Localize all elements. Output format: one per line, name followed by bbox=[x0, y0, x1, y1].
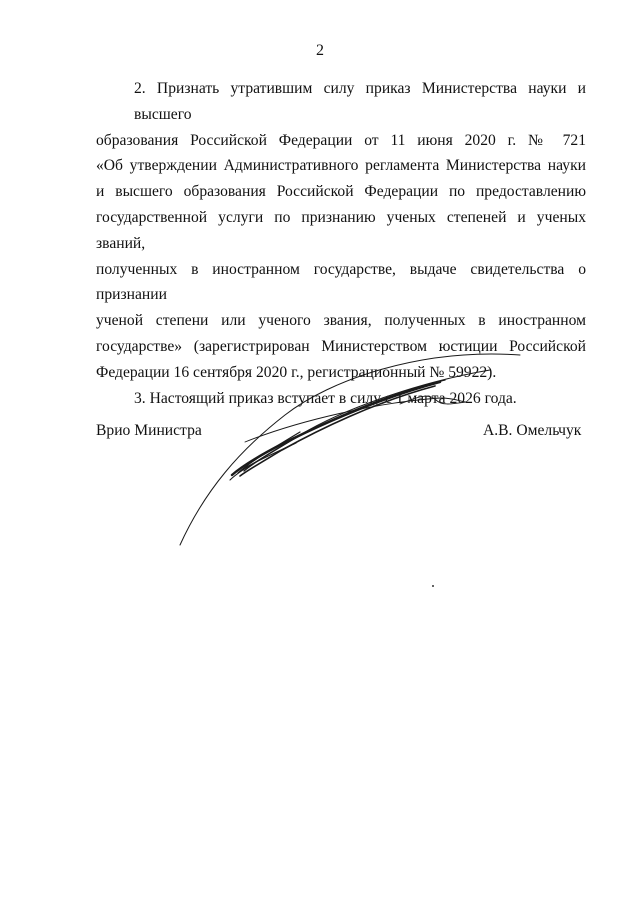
page-number: 2 bbox=[316, 42, 324, 59]
scan-speck bbox=[432, 585, 434, 587]
paragraph-2-line: Федерации 16 сентября 2020 г., регистрационный № 59922). bbox=[96, 363, 497, 381]
paragraph-2-line: и высшего образования Российской Федерации по предоставлению bbox=[96, 183, 586, 201]
paragraph-2-line: государственной услуги по признанию ученых степеней и ученых званий, bbox=[96, 208, 586, 252]
paragraph-2-line: ученой степени или ученого звания, полученных в иностранном bbox=[96, 312, 586, 330]
paragraph-2-line: образования Российской Федерации от 11 июня 2020 г. № 721 bbox=[96, 131, 586, 149]
paragraph-2-line: 2. Признать утратившим силу приказ Министерства науки и высшего bbox=[134, 80, 586, 123]
paragraph-2-line: полученных в иностранном государстве, выдаче свидетельства о признании bbox=[96, 260, 586, 304]
paragraph-3-text: 3. Настоящий приказ вступает в силу с 1 марта 2026 года. bbox=[134, 389, 517, 407]
signatory-name: А.В. Омельчук bbox=[483, 422, 582, 439]
paragraph-2-line: государстве» (зарегистрирован Министерством юстиции Российской bbox=[96, 337, 586, 355]
handwritten-signature bbox=[0, 340, 640, 600]
signatory-position: Врио Министра bbox=[96, 422, 202, 439]
paragraph-2-line: «Об утверждении Административного регламента Министерства науки bbox=[96, 157, 586, 175]
signature-block bbox=[0, 340, 640, 600]
